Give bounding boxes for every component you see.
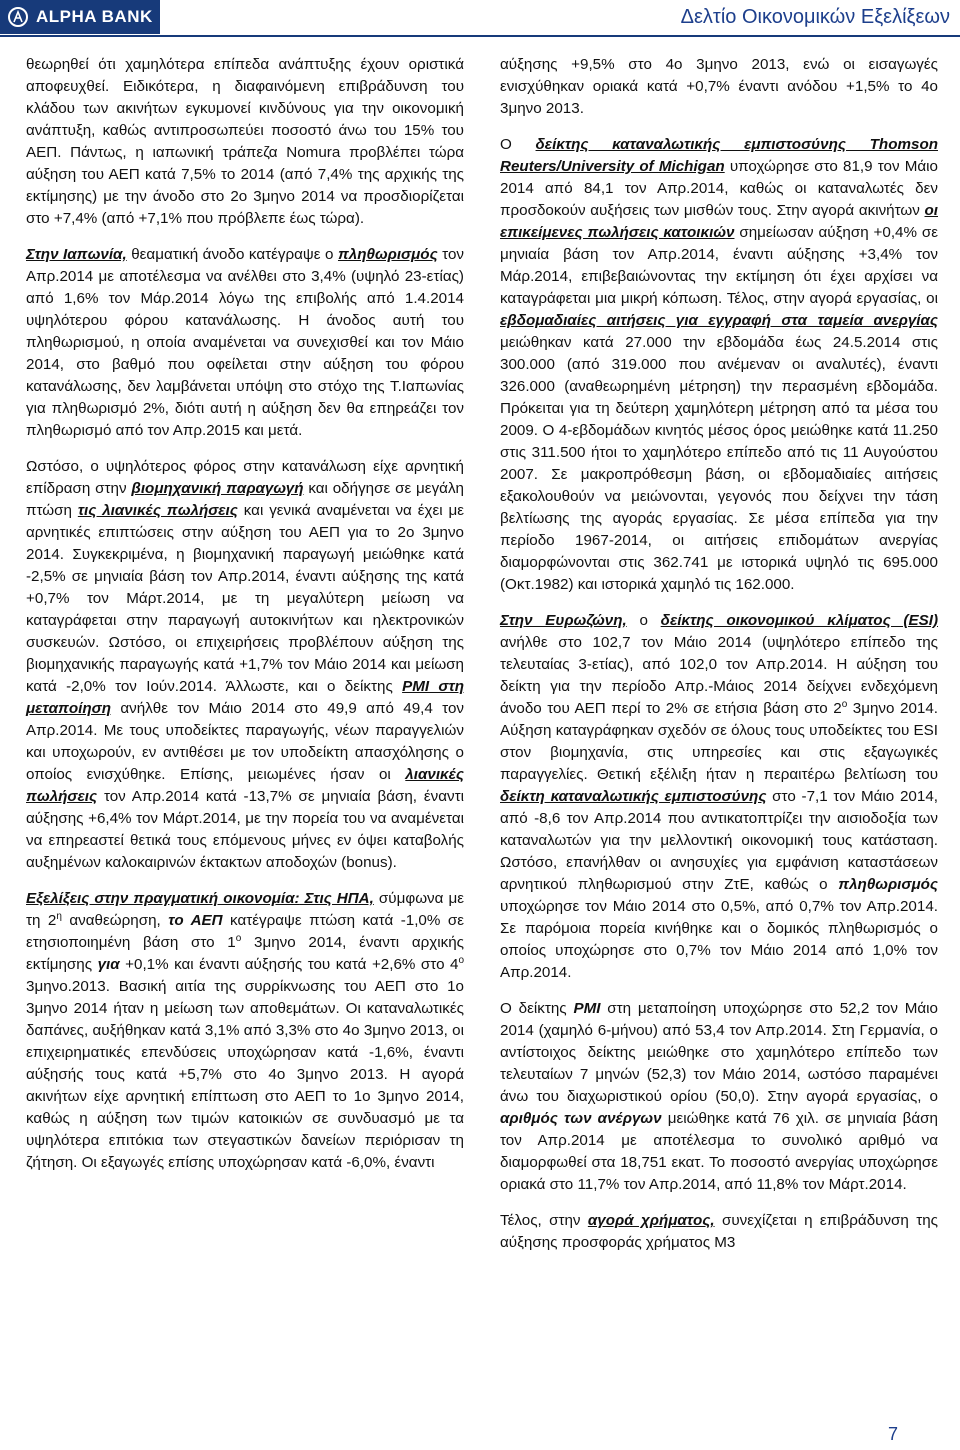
- header-rule: [0, 35, 960, 37]
- paragraph-japan: Στην Ιαπωνία, θεαματική άνοδο κατέγραψε ο πληθωρισμός τον Απρ.2014 με αποτέλεσμα να ανέλθει στο 3,4% (υψηλό 23-ετίας) από 1,6% τον Μάρ.2014 λόγω της επιβολής από 1.4.2014 υψηλότερου φόρου κατανάλωσης. Η άνοδος αυτή του πληθωρισμού, η οποία αναμένεται να συνεχισθεί και τον Μάιο 2014, στο βαθμό που οφείλεται στην αύξηση του φόρου κατανάλωσης, δεν λαμβάνεται υπόψη στο στόχο της Τ.Ιαπωνίας για πληθωρισμό 2%, διότι αυτή η αύξηση δεν θα επηρεάζει τον πληθωρισμό από τον Απρ.2015 και μετά.: [26, 246, 465, 439]
- alpha-bank-logo: [0, 0, 160, 34]
- brand-name: ALPHA BANK: [36, 7, 153, 26]
- paragraph: αύξησης +9,5% στο 4ο 3μηνο 2013, ενώ οι εισαγωγές ενισχύθηκαν οριακά κατά +0,7% έναντι ανόδου +1,5% το 4ο 3μηνο 2013.: [500, 56, 938, 117]
- paragraph: Ο δείκτης PMI στη μεταποίηση υποχώρησε στο 52,2 τον Μάιο 2014 (χαμηλό 6-μήνου) από 53,4 τον Απρ.2014. Στη Γερμανία, ο αντίστοιχος δείκτης μειώθηκε στο χαμηλότερο επίπεδο των τελευταίων 7 μηνών (52,3) τον Μάιο 2014, ωστόσο παραμένει άνω του διαχωριστικού ορίου (50,0). Στην αγορά εργασίας, ο αριθμός των ανέργων μειώθηκε κατά 76 χιλ. σε μηνιαία βάση τον Απρ.2014 με αποτέλεσμα το συνολικό αριθμό να διαμορφωθεί στα 18,751 εκατ. Το ποσοστό ανεργίας υποχώρησε οριακά στο 11,7% τον Απρ.2014, από 11,8% τον Μάρτ.2014.: [500, 1000, 938, 1193]
- page-header: [0, 0, 960, 36]
- paragraph: θεωρηθεί ότι χαμηλότερα επίπεδα ανάπτυξης έχουν οριστικά αποφευχθεί. Ειδικότερα, η διαφαινόμενη επιβράδυνση του κλάδου των ακινήτων εγκυμονεί κινδύνους για την οικονομική ανάπτυξη, καθώς αντιπροσωπεύει ποσοστό άνω του 15% του ΑΕΠ. Πάντως, η ιαπωνική τράπεζα Nomura προβλέπει τώρα αύξηση του ΑΕΠ κατά 7,5% το 2014 (από 7,4% της αρχικής της εκτίμησης) με την άνοδο στο 2ο 3μηνο 2014 να προσδιορίζεται στο +7,4% (από +7,1% που πρόβλεπε έως τώρα).: [26, 56, 464, 227]
- paragraph-real-economy: Εξελίξεις στην πραγματική οικονομία: Στις ΗΠΑ, σύμφωνα με τη $2^\eta$ αναθεώρηση, το ΑΕΠ κατέγραψε πτώση κατά -1,0% σε ετησιοποιημένη βάση στο $1^o$ 3μηνο 2014, έναντι αρχικής εκτίμησης για +0,1% και έναντι αύξησής του κατά +2,6% στο $4^o$ 3μηνο.2013. Βασική αιτία της συρρίκνωσης του ΑΕΠ στο 1ο 3μηνο 2014 ήταν η μείωση των αποθεμάτων. Οι καταναλωτικές δαπάνες, αυξήθηκαν κατά 3,1% από 3,3% στο 4ο 3μηνο 2013, οι επιχειρηματικές επενδύσεις υποχώρησαν κατά -1,6%, έναντι αύξησής τους κατά +5,7% στο 4ο 3μηνο 2013. Η αγορά ακινήτων είχε αρνητική επίπτωση στο ΑΕΠ το 1ο 3μηνο 2014, καθώς η αύξηση των τιμών κατοικιών σε συνδυασμό με τα υψηλότερα επιτόκια των στεγαστικών δανείων περιόρισαν τη ζήτηση. Οι εξαγωγές επίσης υποχώρησαν κατά -6,0%, έναντι: [26, 890, 465, 1171]
- alpha-emblem-icon: [8, 7, 28, 27]
- page-number: 7: [887, 1424, 898, 1444]
- left-column: [26, 54, 464, 1188]
- paragraph: Τέλος, στην αγορά χρήματος, συνεχίζεται η επιβράδυνση της αύξησης προσφοράς χρήματος Μ3: [500, 1212, 938, 1251]
- paragraph-eurozone: Στην Ευρωζώνη, ο δείκτης οικονομικού κλίματος (ESI) ανήλθε στο 102,7 τον Μάιο 2014 (υψηλότερο επίπεδο της τελευταίας 3-ετίας), από 102,0 τον Απρ.2014. Η αύξηση του δείκτη για την περίοδο Απρ.-Μάιος 2014 δείχνει ενδεχόμενη άνοδο του ΑΕΠ περί το 2% σε ετήσια βάση στο $2^o$ 3μηνο 2014. Αύξηση καταγράφηκαν σχεδόν σε όλους τους υποδείκτες του ESI στον βιομηχανία, στις υπηρεσίες και στις εξαγωγικές παραγγελίες. Θετική εξέλιξη ήταν η περαιτέρω βελτίωση του δείκτη καταναλωτικής εμπιστοσύνης στο -7,1 τον Μάιο 2014, από -8,6 τον Απρ.2014 που αντικατοπτρίζει την αισιοδοξία των καταναλωτών για την μελλοντική οικονομική τους κατάσταση. Ωστόσο, επανήλθαν οι ανησυχίες για εμφάνιση καταστάσεων αρνητικού πληθωρισμού στην ΖτΕ, καθώς ο πληθωρισμός υποχώρησε τον Μάιο 2014 στο 0,5%, από 0,7% τον Απρ.2014. Σε παρόμοια πορεία κινήθηκε και ο δομικός πληθωρισμός ο οποίος υποχώρησε στο 0,7% τον Μάιο 2014 από 1,0% τον Απρ.2014.: [500, 612, 939, 981]
- paragraph: Ωστόσο, ο υψηλότερος φόρος στην κατανάλωση είχε αρνητική επίδραση στην βιομηχανική παραγωγή και οδήγησε σε μεγάλη πτώση τις λιανικές πωλήσεις και γενικά αναμένεται να έχει με αρνητικές επιπτώσεις στην αύξηση του ΑΕΠ για το 2ο 3μηνο 2014. Συγκεκριμένα, η βιομηχανική παραγωγή μειώθηκε κατά -2,5% σε μηνιαία βάση τον Απρ.2014, έναντι αύξησης της κατά +0,7% τον Μάρτ.2014, με τη μεγαλύτερη μείωση να καταγράφεται στην παραγωγή αυτοκινήτων και ηλεκτρονικών συσκευών. Ωστόσο, οι επιχειρήσεις προβλέπουν αύξηση της βιομηχανικής παραγωγής κατά +1,7% τον Μάιο 2014 και μείωση κατά -2,0% τον Ιούν.2014. Άλλωστε, και ο δείκτης PMI στη μεταποίηση ανήλθε τον Μάιο 2014 στο 49,9 από 49,4 τον Απρ.2014. Με τους υποδείκτες παραγωγής, νέων παραγγελιών και υποχωρούν, εν αντιθέσει με τον υποδείκτη απασχόλησης ο οποίος ενισχύθηκε. Επίσης, μειωμένες ήσαν οι λιανικές πωλήσεις τον Απρ.2014 κατά -13,7% σε μηνιαία βάση, έναντι αύξησης +6,4% τον Μάρτ.2014, με την πορεία του να αναμένεται να επηρεαστεί θετικά τους επόμενους μήνες εν όψει καταβολής αυξημένων καλοκαιρινών έκτακτων αποδοχών (bonus).: [26, 458, 464, 871]
- right-column: [500, 54, 938, 1268]
- paragraph: Ο δείκτης καταναλωτικής εμπιστοσύνης Thomson Reuters/University of Michigan υποχώρησε στο 81,9 τον Μάιο 2014 από 84,1 τον Απρ.2014, καθώς οι καταναλωτές δεν προσδοκούν αυξήσεις των μισθών τους. Στην αγορά ακινήτων οι επικείμενες πωλήσεις κατοικιών σημείωσαν αύξηση +0,4% σε μηνιαία βάση τον Απρ.2014, έναντι αύξησης +3,4% τον Μάρ.2014, επιβεβαιώνοντας την εκτίμηση ότι έχει αρχίσει να καταγράφεται μια μικρή κόπωση. Τέλος, στην αγορά εργασίας, οι εβδομαδιαίες αιτήσεις για εγγραφή στα ταμεία ανεργίας μειώθηκαν κατά 27.000 την εβδομάδα έως 24.5.2014 στις 300.000 (από 319.000 που ανέμεναν οι αναλυτές), έναντι 326.000 (αναθεωρημένη μέτρηση) την περασμένη εβδομάδα. Πρόκειται για τη δεύτερη χαμηλότερη μέτρηση από τα μέσα του 2009. Ο 4-εβδομάδων κινητός μέσος όρος μειώθηκε κατά 11.250 στις 311.500 ήτοι το χαμηλότερο επίπεδο από τις 11 Αυγούστου 2007. Σε μακροπρόθεσμη βάση, οι εβδομαδιαίες αιτήσεις εξακολουθούν να μειώνονται, γεγονός που δείχνει την τάση βελτίωσης της αγοράς εργασίας. Σε μέσα επίπεδα για την περίοδο 1967-2014, οι αιτήσεις επιδομάτων ανεργίας διαμορφώνονται στις 362.741 με ιστορικά υψηλό τις 695.000 (Οκτ.1982) και ιστορικά χαμηλό τις 162.000.: [500, 136, 938, 593]
- bulletin-title: Δελτίο Οικονομικών Εξελίξεων: [680, 6, 950, 28]
